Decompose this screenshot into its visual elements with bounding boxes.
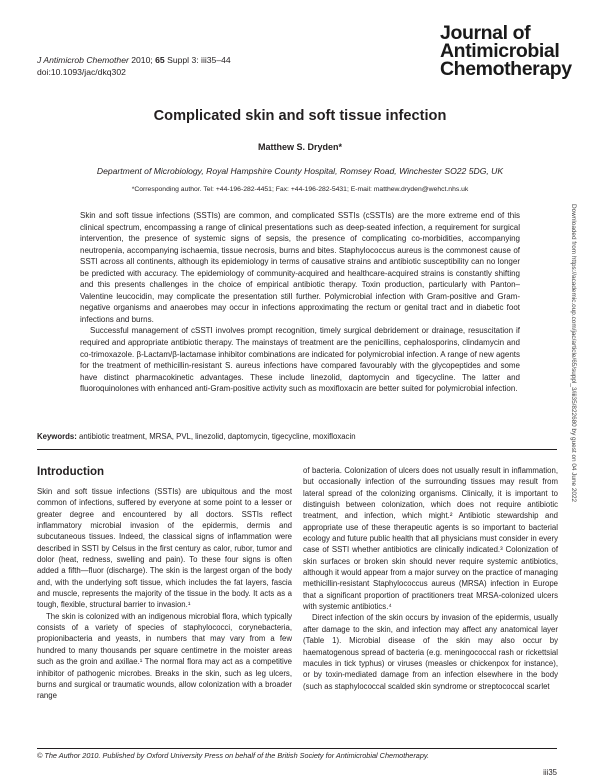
body-column-right [303, 465, 558, 692]
citation-pages: Suppl 3: iii35–44 [167, 55, 231, 65]
body-paragraph: The skin is colonized with an indigenous microbial flora, which typically consists of a variety of species of staphylococci, corynebacteria, propionibacteria and yeasts, in numbers that may vary from a few hundred to many thousands per square centimetre in the moister areas such as the groin and axillae.¹ The normal flora may act as a competitive inhibitor of pathogenic microbes. Breaks in the skin, such as leg ulcers, burns and surgical or traumatic wounds, allow colonization with a broader range [37, 611, 292, 701]
affiliation: Department of Microbiology, Royal Hampshire County Hospital, Romsey Road, Winchester SO22 5DG, UK [96, 166, 504, 176]
citation-year: 2010; [131, 55, 153, 65]
abstract-paragraph: Successful management of cSSTI involves prompt recognition, timely surgical debridement or drainage, resuscitation if required and appropriate antibiotic therapy. The mainstays of treatment are the penicillins, cephalosporins, clindamycin and co-trimoxazole. β-Lactam/β-lactamase inhibitor combinations are indicated for polymicrobial infection. A range of new agents for the treatment of methicillin-resistant S. aureus infections have compared favourably with the glycopeptides and some have distinct pharmacokinetic advantages. These include linezolid, daptomycin and tigecycline. The latter and fluoroquinolones with enhanced anti-Gram-positive activity such as moxifloxacin are better suited for polymicrobial infection. [80, 326, 520, 394]
citation-volume: 65 [155, 55, 165, 65]
journal-abbrev: J Antimicrob Chemother [37, 55, 129, 65]
download-note: Downloaded from https://academic.oup.com/jac/article/65/suppl_3/iii35/822680 by guest on 04 June 2022 [570, 204, 577, 503]
divider [37, 449, 557, 450]
section-heading: Introduction [37, 466, 105, 478]
citation-block [37, 54, 337, 78]
body-paragraph: Direct infection of the skin occurs by invasion of the epidermis, usually after damage to the skin, and infection may affect any anatomical layer (Table 1). Microbial disease of the skin may also occur by haematogenous spread of bacteria (e.g. meningococcal rash or rickettsial macules in tick typhus) or viruses (measles or chickenpox for instance), or by toxin-mediated damage from an infection elsewhere in the body (such as staphylococcal scalded skin syndrome or streptococcal scarlet [303, 613, 558, 691]
page-number: iii35 [543, 768, 557, 777]
author: Matthew S. Dryden* [257, 142, 342, 152]
logo-line-3: Chemotherapy [440, 58, 572, 80]
abstract [80, 210, 520, 395]
citation-line [37, 54, 337, 66]
body-paragraph: Skin and soft tissue infections (SSTIs) are ubiquitous and the most common of infections, suffered by everyone at some point to a lesser or greater degree and encountered by all doctors. SSTIs reflect inflammatory microbial invasion of the epidermis, dermis and subcutaneous tissues. Indeed, the classical signs of inflammation were described in SSTI by Celsus in the first century as calor, rubor, tumor and dolor (heat, redness, swelling and pain). To these four signs is often added a fifth—fluor (discharge). The skin is the largest organ of the body and, with the underlying soft tissue, which includes the fat layers, fascia and muscle, represents the majority of the tissue in the body. It acts as a tough, flexible, structural barrier to invasion.¹ [37, 487, 292, 610]
body-paragraph: of bacteria. Colonization of ulcers does not usually result in inflammation, but occasionally infection of the surrounding tissues may result from lateral spread of the colonizing organisms. Clinically, it is important to distinguish between colonization, which does not require antibiotic treatment, and infection, which might.² Antibiotic stewardship and appropriate use of these therapeutic agents is so important to bacterial ecology and future public health that all physicians must consider in every case of SSTI whether antibiotics are clinically indicated.³ Colonization of skin surfaces or broken skin should never require systemic antibiotics, although it would appear from a major survey on the practice of managing methicillin-resistant Staphylococcus aureus (MRSA) infection in Europe that a significant proportion of practitioners treat MRSA-colonized ulcers with systemic antibiotics.⁴ [303, 466, 558, 612]
body-column-left [37, 486, 292, 702]
keywords-label: Keywords: [37, 432, 77, 441]
download-watermark [571, 204, 583, 614]
keywords [37, 432, 557, 441]
logo-line-2: Antimicrobial [440, 40, 560, 62]
logo-line-1: Journal of [440, 22, 531, 44]
article-title: Complicated skin and soft tissue infection [153, 108, 447, 124]
journal-logo [440, 24, 590, 78]
correspondence: *Corresponding author. Tel: +44-196-282-4451; Fax: +44-196-282-5431; E-mail: matthew.dryden@wehct.nhs.uk [131, 186, 469, 193]
doi: doi:10.1093/jac/dkq302 [37, 67, 126, 77]
copyright: © The Author 2010. Published by Oxford University Press on behalf of the British Society for Antimicrobial Chemotherapy. [37, 751, 430, 760]
keywords-text: antibiotic treatment, MRSA, PVL, linezolid, daptomycin, tigecycline, moxifloxacin [79, 432, 356, 441]
abstract-paragraph: Skin and soft tissue infections (SSTIs) are common, and complicated SSTIs (cSSTIs) are the more extreme end of this clinical spectrum, encompassing a range of clinical presentations such as deep-seated infection, a requirement for surgical intervention, the presence of systemic signs of sepsis, the presence of complicating co-morbidities, accompanying neutropenia, accompanying ischaemia, tissue necrosis, burns and bites. Staphylococcus aureus is the commonest cause of SSTI across all continents, although its epidemiology in terms of causative strains and antibiotic susceptibility can no longer be predicted with accuracy. The epidemiology of community-acquired and healthcare-acquired strains is constantly shifting and this presents challenges in the choice of empirical antibiotic therapy. Toxin production, particularly with Panton–Valentine leucocidin, may complicate the presentation still further. Polymicrobial infection with Gram-positive and Gram-negative organisms and anaerobes may occur in infections approximating the rectum or genital tract and in diabetic foot infections and burns. [80, 211, 520, 324]
footer-divider [37, 748, 557, 749]
